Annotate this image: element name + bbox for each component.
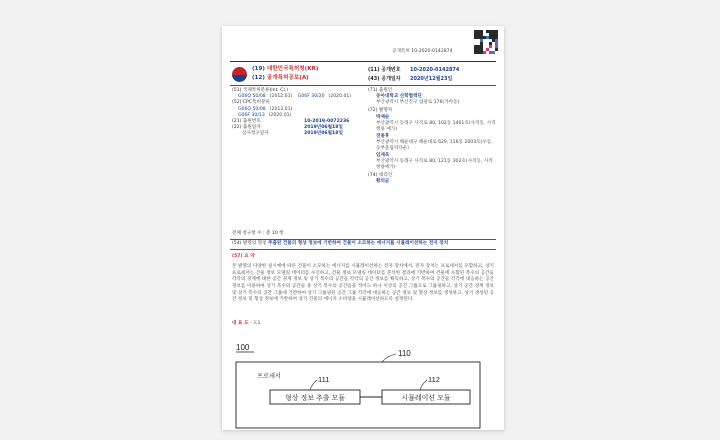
inventor-name: 박재순 <box>376 114 390 120</box>
ipc-code-2: G06F 30/20 <box>297 94 325 100</box>
ipc-label: (51) 국제특허분류(Int. Cl.) <box>232 88 289 93</box>
agent-name: 황의균 <box>376 179 390 185</box>
office-code: (19) <box>252 66 267 72</box>
inventor-name: 전용후 <box>376 133 390 139</box>
cpc-code: G06F 30/13 <box>238 112 265 118</box>
cpc-code: G06Q 50/08 <box>238 106 266 112</box>
inventor-address: 부산광역시 동래구 사직로 80, 102동 1401호(사직동, 사직 쌍용 예가) <box>376 120 496 132</box>
rep-fig-value: - 도1 <box>248 321 261 326</box>
bibliographic-right <box>368 88 496 185</box>
ref-112: 112 <box>428 375 440 384</box>
application-date-label: (22) 출원일자 <box>232 125 261 131</box>
type-code: (12) <box>252 75 267 81</box>
abstract-text: 본 발명의 다양한 실시예에 따른 건물이 소모하는 에너지를 시뮬레이션하는 전자 장치에서, 전자 장치는 프로세서를 포함하고, 상기 프로세서는 건물 정보 모델링 데이터를 수신하고, 건물 정보 모델링 데이터를 분석한 결과에 기반하여 건물에 포함된 복수의 공간들 각각의 경계에 대한 공간 경계 정보 및 상기 복수의 공간들 각각의 공간 정보를 획득하고, 상기 복수의 공간들 각각에 대응하는 공간 정보를 이용하여 상기 복수의 공간들 중 상기 복수의 공간들을 적어도 하나 이상의 공간 그룹으로 그룹핑하고, 상기 공간 경계 정보 및 상기 복수의 공간 그룹에 기반하여 상기 그룹핑된 공간 그룹 각각에 대응하는 공간 정보 및 형상 정보를 생성하고, 상기 생성된 공간 정보 및 형상 정보에 기반하여 상기 건물의 에너지 소비량을 시뮬레이션하도록 설정된다. <box>232 264 494 303</box>
pub-number-label: (11) 공개번호 <box>368 67 401 73</box>
top-publication-number: 공개특허 10-2020-0142874 <box>392 49 453 54</box>
agent-label: (74) 대리인 <box>368 172 393 178</box>
title-rule-top <box>230 239 496 240</box>
processor-label: 프로세서 <box>257 373 281 380</box>
header-rule-bottom <box>230 85 496 86</box>
exam-request-date-label: 심사청구일자 <box>242 131 269 137</box>
pub-date-label: (43) 공개일자 <box>368 76 401 82</box>
bibliographic-left <box>232 88 367 138</box>
ref-111: 111 <box>318 375 330 384</box>
qr-code <box>474 30 498 54</box>
ipc-date: (2012.01) <box>269 94 293 100</box>
applicant-label: (71) 출원인 <box>368 88 393 93</box>
office-line <box>252 66 318 74</box>
publication-type: 공개특허공보(A) <box>266 75 309 81</box>
applicant-name: 동아대학교 산학협력단 <box>376 94 422 100</box>
ref-112-leader <box>420 380 427 390</box>
ref-110: 110 <box>398 349 411 358</box>
patent-page <box>222 26 504 430</box>
invention-title-label: (54) 발명의 명칭 <box>232 241 268 246</box>
application-date-value: 2019년06월18일 <box>304 125 343 131</box>
inventor-address: 부산광역시 동래구 사직로 80, 121동 302호(사직동, 사직쌍용예가) <box>376 158 493 170</box>
cpc-date: (2013.01) <box>269 106 293 112</box>
application-number-label: (21) 출원번호 <box>232 118 261 124</box>
shape-extraction-module-label: 형상 정보 추출 모듈 <box>285 395 345 402</box>
publication-type-line <box>252 75 309 83</box>
applicant-address: 부산광역시 부산진구 엄광로 176(가야동) <box>376 100 460 106</box>
application-number-value: 10-2019-0072236 <box>304 118 350 124</box>
exam-request-date-value: 2019년06월18일 <box>304 131 343 137</box>
rep-fig-label: 대 표 도 <box>232 321 249 326</box>
title-rule-bottom <box>230 249 496 250</box>
inventor-name: 임재욱 <box>376 152 390 158</box>
abstract-heading: (57) 요 약 <box>232 254 255 259</box>
ref-110-leader <box>382 354 396 362</box>
ref-100: 100 <box>236 343 250 352</box>
header-rule-top <box>230 61 496 62</box>
invention-title-row <box>232 241 448 247</box>
simulation-module-label: 시뮬레이션 모듈 <box>401 395 451 402</box>
claims-count: 전체 청구항 수 : 총 10 항 <box>232 231 284 236</box>
ipc-code: G06Q 50/08 <box>238 94 266 100</box>
cpc-date: (2020.01) <box>268 112 292 118</box>
inventor-address: 부산광역시 해운대구 해운대로 629, 116동 2003호(우동, 동부올림픽타운) <box>376 139 493 151</box>
pub-date-value: 2020년12월23일 <box>410 76 453 82</box>
ipc-date-2: (2020.01) <box>328 94 352 100</box>
inventor-label: (72) 발명자 <box>368 108 393 114</box>
representative-figure <box>232 321 260 327</box>
office-name: 대한민국특허청(KR) <box>266 66 319 72</box>
pub-number-value: 10-2020-0142874 <box>410 67 460 73</box>
cpc-label: (52) CPC특허분류 <box>232 100 270 106</box>
invention-title: 주출된 건물의 형상 정보에 기반하여 건물이 소모하는 에너지를 시뮬레이션하는 전자 장치 <box>268 241 449 246</box>
ref-111-leader <box>310 380 317 390</box>
representative-figure-diagram <box>222 334 504 430</box>
kipo-emblem-icon <box>232 67 247 82</box>
